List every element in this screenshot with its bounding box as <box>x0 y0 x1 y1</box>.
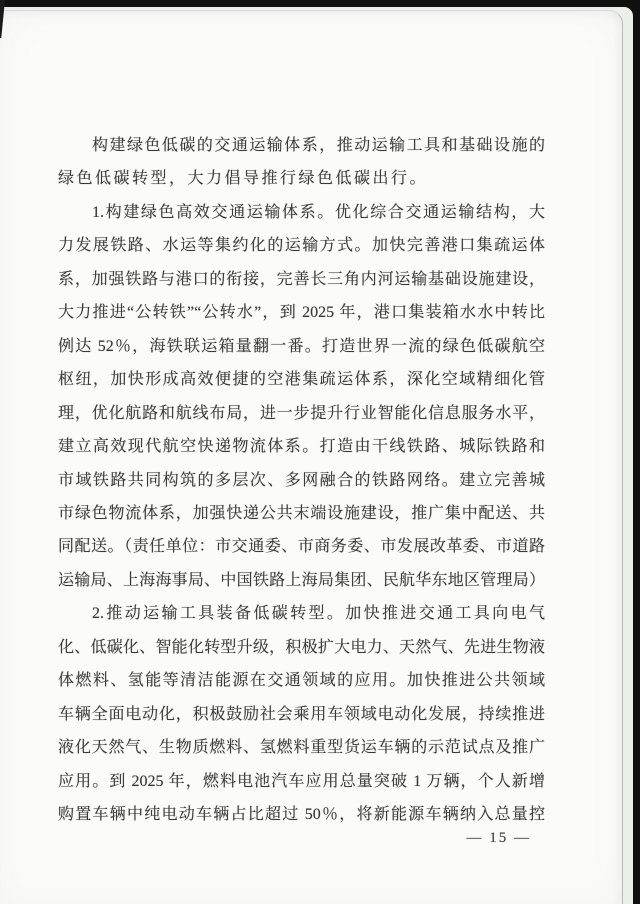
text-line: 化、低碳化、智能化转型升级，积极扩大电力、天然气、先进生物液 <box>58 638 545 656</box>
text-line: 购置车辆中纯电动车辆占比超过 50％，将新能源车辆纳入总量控 <box>58 806 545 824</box>
text-line: 大力推进“公转铁”“公转水”，到 2025 年，港口集装箱水水中转比 <box>58 304 545 322</box>
text-line: 车辆全面电动化，积极鼓励社会乘用车领域电动化发展，持续推进 <box>58 705 545 723</box>
text-line: 1.构建绿色高效交通运输体系。优化综合交通运输结构，大 <box>92 203 545 221</box>
text-line: 体燃料、氢能等清洁能源在交通领域的应用。加快推进公共领域 <box>58 672 545 690</box>
text-line: 运输局、上海海事局、中国铁路上海局集团、民航华东地区管理局） <box>58 571 545 589</box>
text-line: 同配送。（责任单位：市交通委、市商务委、市发展改革委、市道路 <box>58 538 545 556</box>
text-line: 例达 52％，海铁联运箱量翻一番。打造世界一流的绿色低碳航空 <box>58 337 545 355</box>
text-line: 市绿色物流体系，加强快递公共末端设施建设，推广集中配送、共 <box>58 504 545 522</box>
paragraph-intro <box>58 129 545 196</box>
text-line: 应用。到 2025 年，燃料电池汽车应用总量突破 1 万辆，个人新增 <box>58 772 545 790</box>
text-line: 2.推动运输工具装备低碳转型。加快推进交通工具向电气 <box>92 605 545 623</box>
paragraph-item-2-low-carbon-vehicles <box>58 597 545 831</box>
document-page <box>0 10 623 904</box>
text-line: 绿色低碳转型，大力倡导推行绿色低碳出行。 <box>58 170 429 188</box>
text-line: 构建绿色低碳的交通运输体系，推动运输工具和基础设施的 <box>92 137 545 154</box>
document-text <box>58 129 545 832</box>
text-line: 理，优化航路和航线布局，进一步提升行业智能化信息服务水平， <box>58 404 545 422</box>
text-line: 建立高效现代航空快递物流体系。打造由干线铁路、城际铁路和 <box>58 438 545 456</box>
text-line: 系，加强铁路与港口的衔接，完善长三角内河运输基础设施建设， <box>58 270 545 288</box>
text-line: 市域铁路共同构筑的多层次、多网融合的铁路网络。建立完善城 <box>58 471 545 489</box>
text-line: 枢纽，加快形成高效便捷的空港集疏运体系，深化空域精细化管 <box>58 371 545 389</box>
page-number: — 15 — <box>466 830 531 846</box>
text-line: 液化天然气、生物质燃料、氢燃料重型货运车辆的示范试点及推广 <box>58 739 545 757</box>
paragraph-item-1-green-efficient-transport <box>58 196 545 597</box>
text-line: 力发展铁路、水运等集约化的运输方式。加快完善港口集疏运体 <box>58 237 545 255</box>
